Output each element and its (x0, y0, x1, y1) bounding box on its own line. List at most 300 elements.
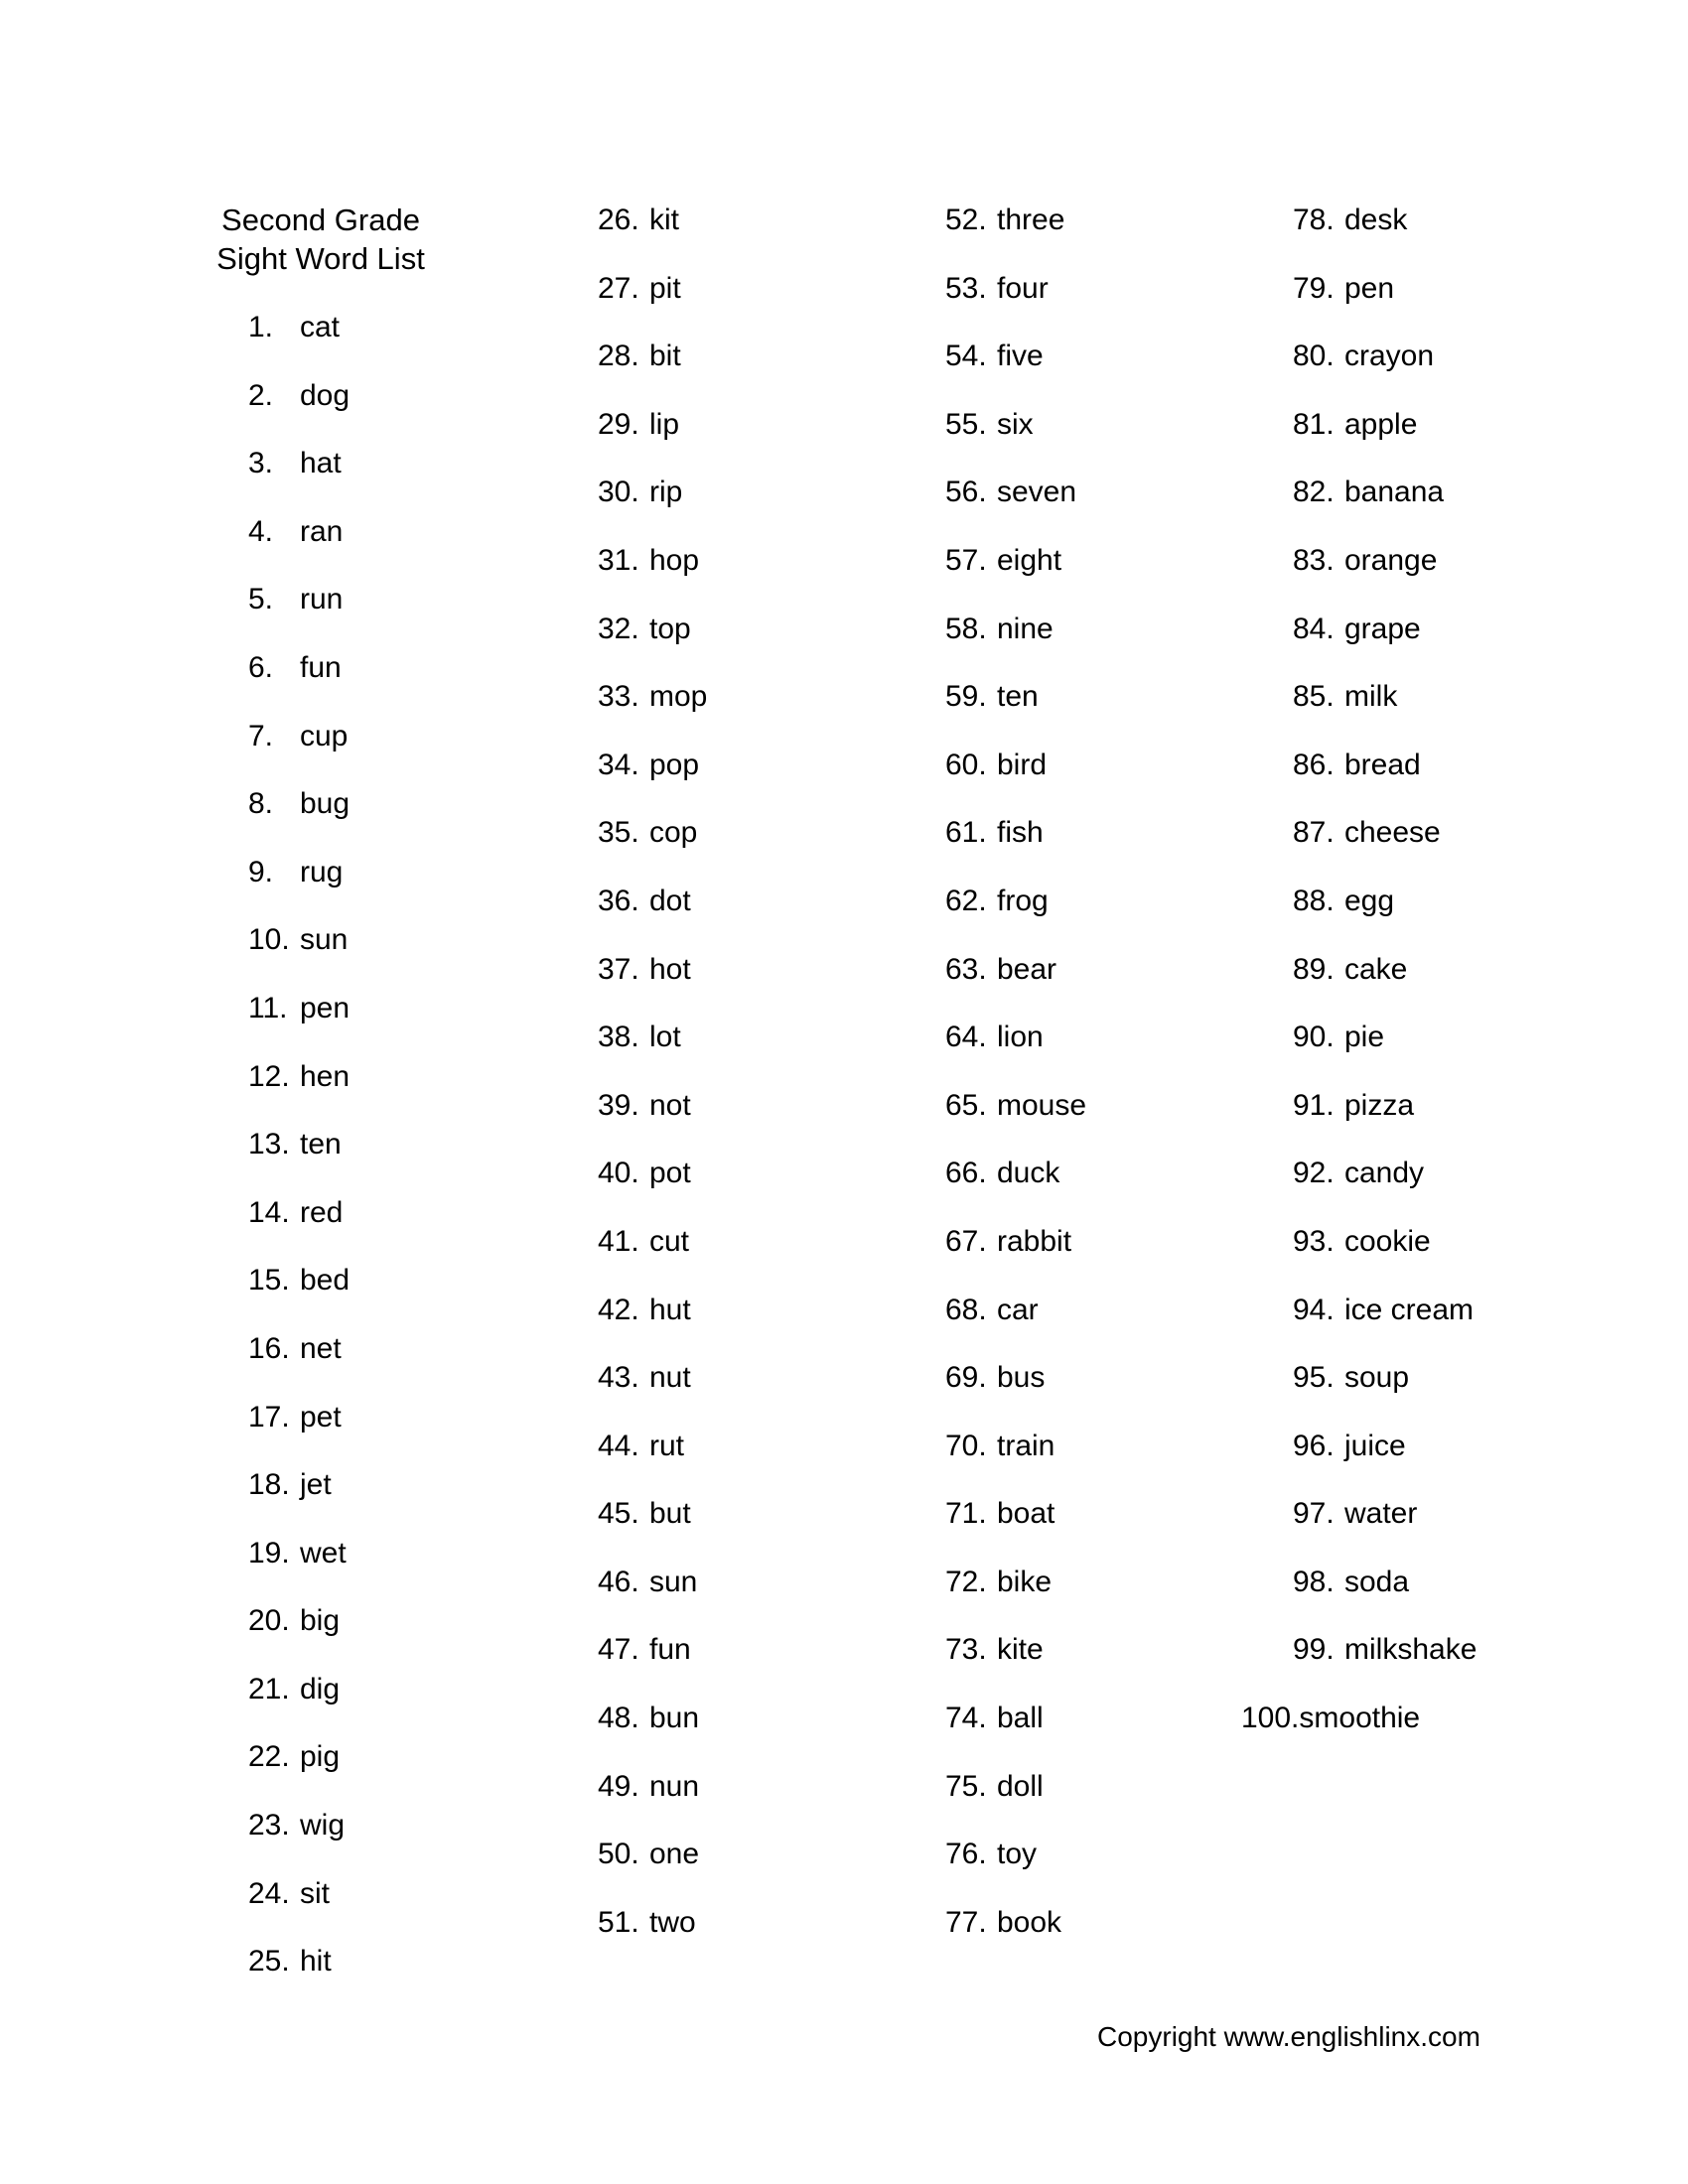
item-word: lip (649, 407, 680, 441)
item-word: mouse (997, 1088, 1087, 1122)
item-word: cheese (1344, 816, 1441, 850)
copyright-text: Copyright www.englishlinx.com (1097, 2021, 1480, 2052)
list-item (598, 1413, 707, 1481)
item-number: 10. (248, 923, 290, 957)
item-number: 32. (598, 612, 639, 645)
list-item (1293, 1277, 1477, 1345)
item-word: orange (1344, 543, 1438, 577)
item-number: 41. (598, 1224, 639, 1258)
list-item (598, 936, 707, 1005)
item-word: bug (300, 787, 351, 821)
item-word: sit (300, 1876, 330, 1910)
list-item (1293, 1413, 1477, 1481)
item-number: 7. (248, 719, 274, 752)
item-word: kit (649, 204, 679, 236)
item-number: 55. (945, 407, 987, 441)
list-item (248, 566, 350, 634)
list-item (248, 1111, 350, 1179)
item-number: 33. (598, 680, 639, 714)
item-word: pizza (1344, 1088, 1415, 1122)
list-item (1241, 1685, 1477, 1753)
item-word: fun (300, 650, 342, 684)
list-item (598, 1480, 707, 1549)
item-number: 85. (1293, 680, 1335, 714)
item-word: pen (1344, 271, 1395, 305)
item-word: net (300, 1331, 342, 1365)
item-number: 88. (1293, 884, 1335, 917)
item-word: bus (997, 1361, 1046, 1395)
list-item (598, 1549, 707, 1617)
item-number: 25. (248, 1945, 290, 1979)
list-item (945, 527, 1086, 596)
item-number: 82. (1293, 476, 1335, 509)
item-word: seven (997, 476, 1077, 509)
item-word: red (300, 1195, 344, 1229)
item-word: apple (1344, 407, 1418, 441)
item-number: 99. (1293, 1633, 1335, 1667)
item-number: 46. (598, 1565, 639, 1598)
word-column-3 (945, 187, 1086, 1957)
list-item (1293, 1072, 1477, 1141)
item-number: 60. (945, 748, 987, 781)
item-word: train (997, 1429, 1055, 1462)
item-word: bed (300, 1264, 351, 1297)
item-number: 8. (248, 787, 274, 821)
page-title (189, 201, 453, 278)
list-item (1293, 1344, 1477, 1413)
list-item (1293, 868, 1477, 936)
item-number: 77. (945, 1905, 987, 1939)
item-number: 39. (598, 1088, 639, 1122)
item-number: 38. (598, 1021, 639, 1054)
item-number: 20. (248, 1604, 290, 1638)
list-item (945, 1753, 1086, 1822)
list-item (598, 663, 707, 732)
list-item (1293, 1004, 1477, 1072)
item-word: hit (300, 1945, 332, 1979)
list-item (598, 1753, 707, 1822)
list-item (248, 1656, 350, 1724)
item-word: pot (649, 1157, 691, 1190)
item-number: 100. (1241, 1702, 1300, 1735)
list-item (945, 596, 1086, 664)
item-number: 48. (598, 1702, 639, 1735)
item-number: 56. (945, 476, 987, 509)
item-number: 6. (248, 650, 274, 684)
item-number: 19. (248, 1536, 290, 1570)
list-item (945, 1413, 1086, 1481)
item-word: cake (1344, 952, 1408, 986)
item-number: 58. (945, 612, 987, 645)
item-word: smoothie (1299, 1702, 1421, 1735)
list-item (945, 391, 1086, 460)
item-word: but (649, 1497, 691, 1531)
item-word: soup (1344, 1361, 1410, 1395)
item-number: 50. (598, 1838, 639, 1871)
list-item (248, 703, 350, 771)
item-number: 70. (945, 1429, 987, 1462)
item-word: run (300, 583, 344, 616)
item-word: lot (649, 1021, 681, 1054)
item-word: pet (300, 1400, 342, 1433)
list-item (598, 1277, 707, 1345)
item-number: 13. (248, 1128, 290, 1161)
item-number: 29. (598, 407, 639, 441)
list-item (945, 1549, 1086, 1617)
list-item (598, 1344, 707, 1413)
item-number: 75. (945, 1769, 987, 1803)
list-item (248, 1384, 350, 1452)
list-item (598, 323, 707, 391)
list-item (248, 839, 350, 907)
item-number: 24. (248, 1876, 290, 1910)
list-item (598, 1821, 707, 1889)
list-item (248, 1315, 350, 1384)
item-number: 94. (1293, 1293, 1335, 1326)
list-item (945, 1072, 1086, 1141)
item-number: 2. (248, 378, 274, 412)
item-word: egg (1344, 884, 1395, 917)
item-word: wig (300, 1809, 346, 1843)
item-word: pen (300, 991, 351, 1024)
item-word: jet (300, 1468, 332, 1502)
list-item (598, 1004, 707, 1072)
word-column-2 (598, 187, 707, 1957)
item-number: 96. (1293, 1429, 1335, 1462)
item-number: 49. (598, 1769, 639, 1803)
item-word: nut (649, 1361, 691, 1395)
item-word: bread (1344, 748, 1421, 781)
item-number: 4. (248, 514, 274, 548)
item-number: 73. (945, 1633, 987, 1667)
item-word: ran (300, 514, 344, 548)
list-item (248, 1792, 350, 1860)
word-column-4 (1241, 187, 1477, 1753)
item-number: 22. (248, 1740, 290, 1774)
item-word: milk (1344, 680, 1398, 714)
item-number: 47. (598, 1633, 639, 1667)
item-number: 67. (945, 1224, 987, 1258)
item-word: cookie (1344, 1224, 1431, 1258)
list-item (945, 1616, 1086, 1685)
item-number: 61. (945, 816, 987, 850)
item-word: doll (997, 1769, 1044, 1803)
item-number: 89. (1293, 952, 1335, 986)
item-word: five (997, 340, 1044, 373)
item-number: 5. (248, 583, 274, 616)
item-number: 52. (945, 204, 987, 236)
item-word: cup (300, 719, 349, 752)
item-word: cat (300, 311, 341, 343)
item-word: big (300, 1604, 341, 1638)
list-item (945, 799, 1086, 868)
list-item (248, 1179, 350, 1248)
item-word: sun (300, 923, 349, 957)
item-number: 63. (945, 952, 987, 986)
item-number: 40. (598, 1157, 639, 1190)
list-item (945, 1685, 1086, 1753)
list-item (248, 1043, 350, 1112)
item-word: cut (649, 1224, 690, 1258)
list-item (598, 1208, 707, 1277)
list-item (598, 1685, 707, 1753)
item-word: lion (997, 1021, 1044, 1054)
item-number: 11. (248, 991, 288, 1024)
list-item (598, 732, 707, 800)
item-word: six (997, 407, 1034, 441)
list-item (1293, 1549, 1477, 1617)
item-number: 80. (1293, 340, 1335, 373)
item-word: candy (1344, 1157, 1425, 1190)
list-item (598, 868, 707, 936)
item-number: 65. (945, 1088, 987, 1122)
list-item (945, 1208, 1086, 1277)
item-number: 53. (945, 271, 987, 305)
list-item (248, 906, 350, 975)
list-item (248, 498, 350, 567)
item-word: toy (997, 1838, 1038, 1871)
item-number: 21. (248, 1672, 290, 1706)
item-word: rut (649, 1429, 685, 1462)
item-word: crayon (1344, 340, 1435, 373)
list-item (598, 391, 707, 460)
item-number: 17. (248, 1400, 290, 1433)
item-word: banana (1344, 476, 1445, 509)
list-item (248, 1928, 350, 1996)
item-word: pit (649, 271, 681, 305)
item-number: 83. (1293, 543, 1335, 577)
item-word: bear (997, 952, 1057, 986)
list-item (945, 936, 1086, 1005)
item-number: 15. (248, 1264, 290, 1297)
list-item (1293, 1208, 1477, 1277)
item-word: wet (300, 1536, 347, 1570)
item-number: 28. (598, 340, 639, 373)
list-item (1293, 1140, 1477, 1208)
item-number: 66. (945, 1157, 987, 1190)
list-item (248, 1247, 350, 1315)
item-number: 31. (598, 543, 639, 577)
list-item (945, 1277, 1086, 1345)
item-number: 44. (598, 1429, 639, 1462)
item-number: 69. (945, 1361, 987, 1395)
item-number: 84. (1293, 612, 1335, 645)
list-item (1293, 255, 1477, 324)
list-item (248, 294, 350, 362)
item-word: sun (649, 1565, 698, 1598)
item-word: rabbit (997, 1224, 1072, 1258)
item-number: 54. (945, 340, 987, 373)
item-word: fish (997, 816, 1044, 850)
list-item (945, 255, 1086, 324)
item-number: 57. (945, 543, 987, 577)
item-word: nun (649, 1769, 700, 1803)
item-number: 35. (598, 816, 639, 850)
item-number: 86. (1293, 748, 1335, 781)
item-word: rug (300, 855, 344, 888)
list-item (248, 634, 350, 703)
item-word: three (997, 204, 1065, 236)
item-number: 16. (248, 1331, 290, 1365)
list-item (1293, 459, 1477, 527)
list-item (945, 1140, 1086, 1208)
item-word: ball (997, 1702, 1044, 1735)
item-word: bike (997, 1565, 1053, 1598)
item-word: bit (649, 340, 681, 373)
list-item (945, 732, 1086, 800)
item-word: ten (997, 680, 1039, 714)
list-item (945, 459, 1086, 527)
list-item (1293, 323, 1477, 391)
item-word: rip (649, 476, 683, 509)
item-word: eight (997, 543, 1062, 577)
item-number: 9. (248, 855, 274, 888)
item-number: 64. (945, 1021, 987, 1054)
item-word: top (649, 612, 691, 645)
list-item (945, 323, 1086, 391)
list-item (598, 255, 707, 324)
item-number: 30. (598, 476, 639, 509)
item-word: bird (997, 748, 1048, 781)
item-word: hut (649, 1293, 691, 1326)
item-word: dog (300, 378, 351, 412)
item-word: desk (1344, 204, 1408, 236)
list-item (598, 596, 707, 664)
item-word: soda (1344, 1565, 1410, 1598)
list-item (1293, 391, 1477, 460)
list-item (248, 362, 350, 431)
item-number: 59. (945, 680, 987, 714)
item-number: 90. (1293, 1021, 1335, 1054)
list-item (598, 459, 707, 527)
item-number: 74. (945, 1702, 987, 1735)
list-item (598, 187, 707, 255)
item-word: not (649, 1088, 691, 1122)
item-word: kite (997, 1633, 1044, 1667)
list-item (598, 1889, 707, 1958)
item-number: 36. (598, 884, 639, 917)
item-word: four (997, 271, 1049, 305)
item-number: 71. (945, 1497, 987, 1531)
list-item (248, 975, 350, 1043)
item-word: mop (649, 680, 708, 714)
item-word: water (1344, 1497, 1418, 1531)
list-item (1293, 527, 1477, 596)
item-number: 92. (1293, 1157, 1335, 1190)
list-item (945, 1480, 1086, 1549)
item-word: fun (649, 1633, 691, 1667)
item-number: 34. (598, 748, 639, 781)
item-word: boat (997, 1497, 1055, 1531)
list-item (945, 1821, 1086, 1889)
item-word: pop (649, 748, 700, 781)
list-item (1293, 799, 1477, 868)
item-number: 18. (248, 1468, 290, 1502)
item-number: 37. (598, 952, 639, 986)
item-number: 42. (598, 1293, 639, 1326)
list-item (248, 1723, 350, 1792)
item-number: 95. (1293, 1361, 1335, 1395)
list-item (945, 868, 1086, 936)
item-word: dot (649, 884, 691, 917)
item-word: pie (1344, 1021, 1385, 1054)
list-item (248, 1451, 350, 1520)
item-number: 26. (598, 204, 639, 236)
item-number: 14. (248, 1195, 290, 1229)
item-number: 43. (598, 1361, 639, 1395)
list-item (1293, 663, 1477, 732)
list-item (248, 1520, 350, 1588)
list-item (248, 1587, 350, 1656)
item-word: car (997, 1293, 1039, 1326)
item-number: 87. (1293, 816, 1335, 850)
item-word: book (997, 1905, 1062, 1939)
list-item (1293, 732, 1477, 800)
item-word: ten (300, 1128, 342, 1161)
item-number: 93. (1293, 1224, 1335, 1258)
list-item (945, 663, 1086, 732)
item-word: two (649, 1905, 696, 1939)
list-item (598, 1616, 707, 1685)
item-number: 12. (248, 1059, 290, 1093)
item-word: hot (649, 952, 691, 986)
item-number: 27. (598, 271, 639, 305)
list-item (1293, 596, 1477, 664)
item-word: one (649, 1838, 700, 1871)
item-number: 81. (1293, 407, 1335, 441)
list-item (598, 799, 707, 868)
item-word: hop (649, 543, 700, 577)
item-word: juice (1344, 1429, 1406, 1462)
list-item (945, 187, 1086, 255)
item-word: nine (997, 612, 1054, 645)
list-item (945, 1344, 1086, 1413)
item-word: bun (649, 1702, 700, 1735)
item-number: 98. (1293, 1565, 1335, 1598)
item-number: 79. (1293, 271, 1335, 305)
word-column-1 (248, 294, 350, 1996)
item-word: ice cream (1344, 1293, 1475, 1326)
list-item (598, 527, 707, 596)
item-word: dig (300, 1672, 341, 1706)
list-item (1293, 1616, 1477, 1685)
list-item (945, 1004, 1086, 1072)
list-item (598, 1140, 707, 1208)
item-number: 1. (248, 311, 274, 343)
list-item (1293, 187, 1477, 255)
item-number: 91. (1293, 1088, 1335, 1122)
list-item (248, 1860, 350, 1929)
item-number: 76. (945, 1838, 987, 1871)
item-number: 68. (945, 1293, 987, 1326)
item-word: frog (997, 884, 1049, 917)
item-number: 97. (1293, 1497, 1335, 1531)
item-number: 78. (1293, 204, 1335, 236)
list-item (248, 430, 350, 498)
item-number: 23. (248, 1809, 290, 1843)
list-item (1293, 936, 1477, 1005)
list-item (1293, 1480, 1477, 1549)
item-number: 3. (248, 447, 274, 480)
item-word: hen (300, 1059, 351, 1093)
item-number: 62. (945, 884, 987, 917)
item-word: milkshake (1344, 1633, 1477, 1667)
item-word: grape (1344, 612, 1421, 645)
item-number: 45. (598, 1497, 639, 1531)
item-word: hat (300, 447, 342, 480)
page-title-line2: Sight Word List (216, 241, 425, 276)
item-number: 51. (598, 1905, 639, 1939)
